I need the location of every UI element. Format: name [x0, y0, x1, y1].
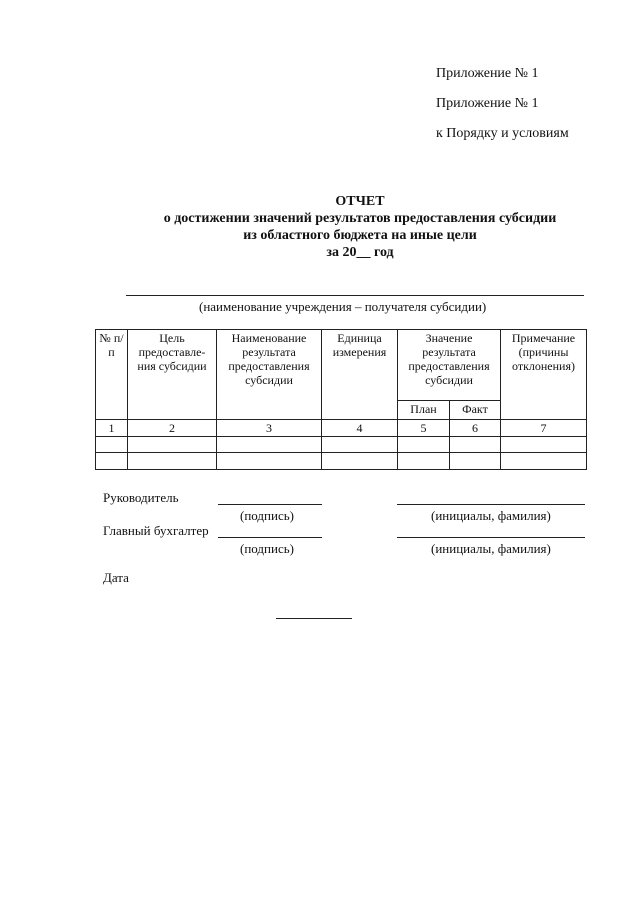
- table-cell: [501, 437, 587, 453]
- report-table: [95, 329, 587, 470]
- table-row: [96, 437, 587, 453]
- table-numbering-row: [96, 420, 587, 437]
- table-cell: [96, 437, 128, 453]
- bottom-separator-line: [276, 618, 352, 619]
- numbering-cell: 5: [398, 420, 450, 437]
- title-line-3: за 20__ год: [326, 245, 394, 260]
- numbering-cell: 4: [322, 420, 398, 437]
- institution-caption: (наименование учреждения – получателя субсидии): [199, 299, 487, 314]
- title-heading: ОТЧЕТ: [335, 194, 385, 209]
- appendix-line-3: к Порядку и условиям: [436, 126, 569, 141]
- numbering-cell: 2: [128, 420, 217, 437]
- numbering-cell: 6: [450, 420, 501, 437]
- table-cell: [322, 437, 398, 453]
- title-line-2: из областного бюджета на иные цели: [243, 228, 477, 243]
- table-cell: [398, 437, 450, 453]
- table-cell: [128, 453, 217, 470]
- accountant-signature-caption: (подпись): [240, 541, 294, 556]
- appendix-line-2: Приложение № 1: [436, 96, 539, 111]
- header-fact: Факт: [450, 401, 501, 420]
- table-cell: [96, 453, 128, 470]
- header-unit: Единица измерения: [322, 330, 398, 420]
- table-cell: [128, 437, 217, 453]
- accountant-name-line: [397, 537, 585, 538]
- table-cell: [217, 453, 322, 470]
- report-title: [100, 193, 620, 261]
- table-cell: [322, 453, 398, 470]
- table-cell: [501, 453, 587, 470]
- table-cell: [450, 437, 501, 453]
- table-cell: [450, 453, 501, 470]
- accountant-signature-line: [218, 537, 322, 538]
- header-result-name: Наименование результата предоставления субсидии: [217, 330, 322, 420]
- title-line-1: о достижении значений результатов предоставления субсидии: [163, 211, 557, 226]
- numbering-cell: 1: [96, 420, 128, 437]
- header-goal: Цель предоставле-ния субсидии: [128, 330, 217, 420]
- numbering-cell: 7: [501, 420, 587, 437]
- head-signature-caption: (подпись): [240, 508, 294, 523]
- date-label: Дата: [103, 570, 129, 585]
- table-header-row: [96, 330, 587, 401]
- accountant-label: Главный бухгалтер: [103, 523, 209, 538]
- header-plan: План: [398, 401, 450, 420]
- accountant-name-caption: (инициалы, фамилия): [431, 541, 551, 556]
- table-cell: [398, 453, 450, 470]
- head-signature-line: [218, 504, 322, 505]
- numbering-cell: 3: [217, 420, 322, 437]
- head-label: Руководитель: [103, 490, 179, 505]
- table-row: [96, 453, 587, 470]
- head-name-caption: (инициалы, фамилия): [431, 508, 551, 523]
- table-cell: [217, 437, 322, 453]
- head-name-line: [397, 504, 585, 505]
- header-num: № п/п: [96, 330, 128, 420]
- header-note: Примечание (причины отклонения): [501, 330, 587, 420]
- header-value: Значение результата предоставления субсидии: [398, 330, 501, 401]
- appendix-line-1: Приложение № 1: [436, 66, 539, 81]
- institution-line: [126, 295, 584, 296]
